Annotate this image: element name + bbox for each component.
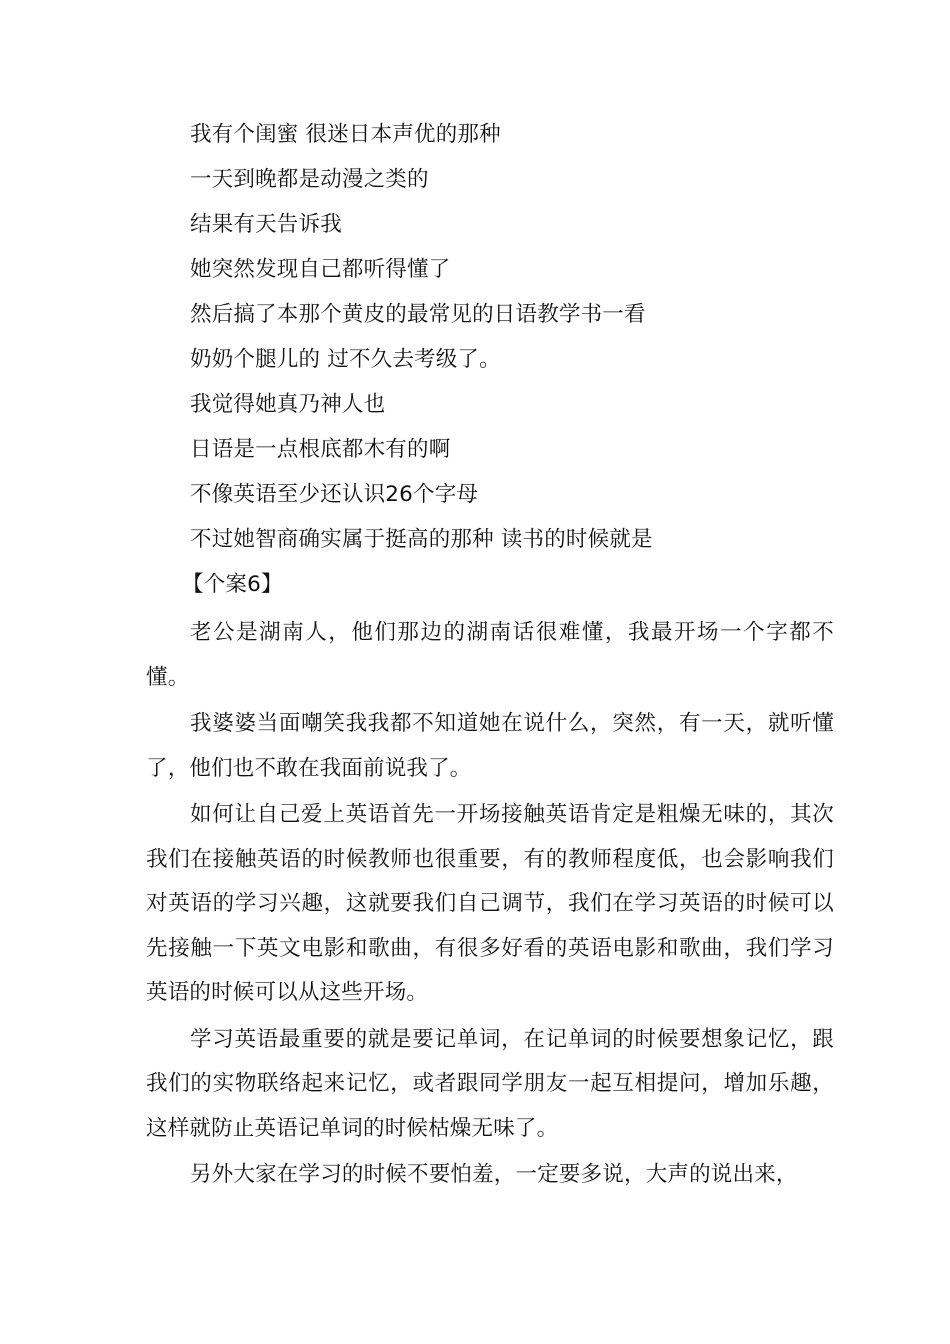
text-line: 日语是一点根底都木有的啊 [190,437,451,462]
text-line: 她突然发现自己都听得懂了 [190,257,451,282]
paragraph: 如何让自己爱上英语首先一开场接触英语肯定是粗燥无味的，其次我们在接触英语的时候教师也很重要，有的教师程度低，也会影响我们对英语的学习兴趣，这就要我们自己调节，我们在学习英语的时候可以先接触一下英文电影和歌曲，有很多好看的英语电影和歌曲，我们学习英语的时候可以从这些开场。 [146,802,834,1005]
text-line: 然后搞了本那个黄皮的最常见的日语教学书一看 [190,302,646,327]
document-body [146,116,834,1200]
case-heading: 【个案6】 [182,572,283,597]
text-line: 不像英语至少还认识26个字母 [190,482,479,507]
text-line: 不过她智商确实属于挺高的那种 读书的时候就是 [190,527,653,552]
text-line: 我觉得她真乃神人也 [190,392,386,417]
paragraph: 另外大家在学习的时候不要怕羞，一定要多说，大声的说出来， [190,1162,798,1187]
text-line: 结果有天告诉我 [190,212,342,237]
text-line: 一天到晚都是动漫之类的 [190,167,429,192]
text-line: 奶奶个腿儿的 过不久去考级了。 [190,347,501,372]
paragraph: 我婆婆当面嘲笑我我都不知道她在说什么，突然，有一天，就听懂了，他们也不敢在我面前说我了。 [146,711,834,781]
paragraph: 学习英语最重要的就是要记单词，在记单词的时候要想象记忆，跟我们的实物联络起来记忆，或者跟同学朋友一起互相提问，增加乐趣，这样就防止英语记单词的时候枯燥无味了。 [146,1026,834,1141]
paragraph: 老公是湖南人，他们那边的湖南话很难懂，我最开场一个字都不懂。 [146,620,834,690]
text-line: 我有个闺蜜 很迷日本声优的那种 [190,122,501,147]
